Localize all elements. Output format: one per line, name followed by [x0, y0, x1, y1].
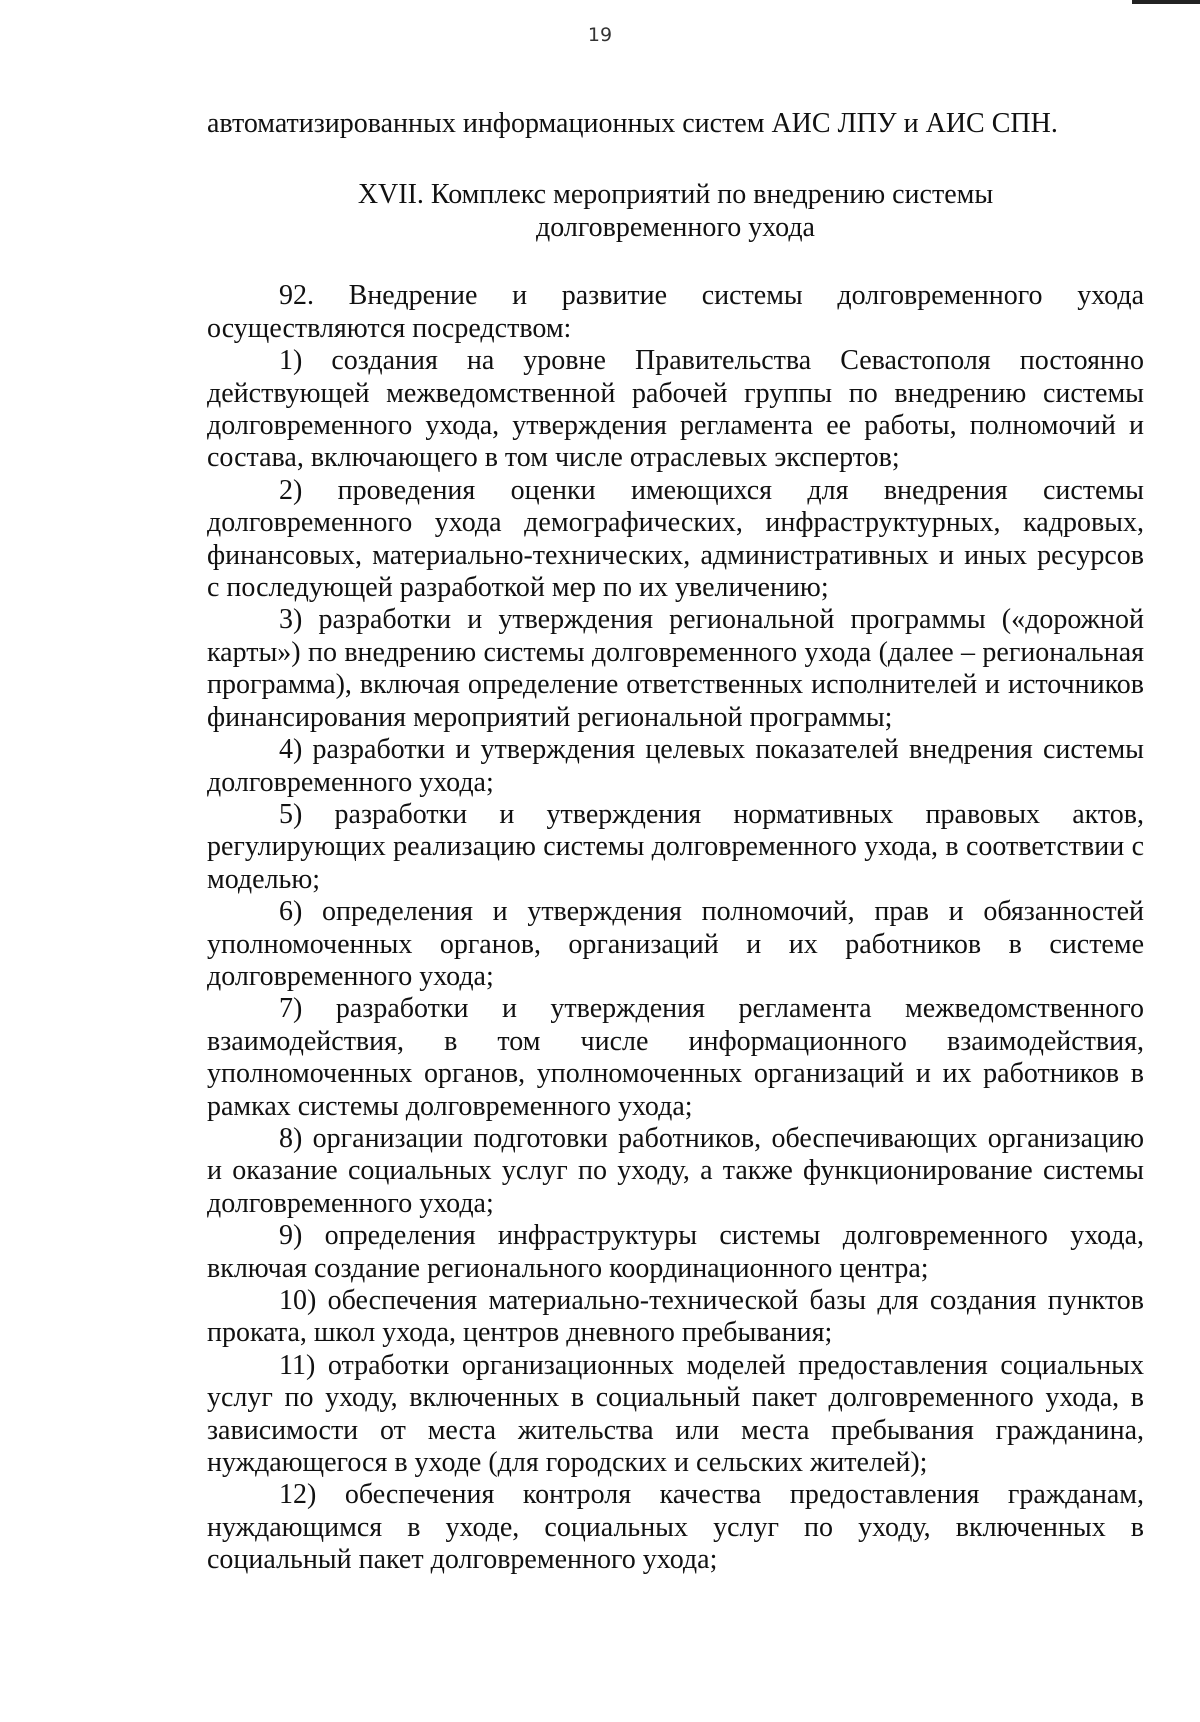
continuation-text: автоматизированных информационных систем АИС ЛПУ и АИС СПН.: [207, 108, 1058, 139]
list-item-6: 6) определения и утверждения полномочий, прав и обязанностей уполномоченных органов, организаций и их работников в системе долговременного ухода;: [207, 896, 1144, 992]
list-item-12: 12) обеспечения контроля качества предоставления гражданам, нуждающимся в уходе, социальных услуг по уходу, включенных в социальный пакет долговременного ухода;: [207, 1479, 1144, 1576]
document-body: [207, 108, 1144, 1577]
section-title-line-1: XVII. Комплекс мероприятий по внедрению системы: [357, 179, 994, 211]
list-item-11: 11) отработки организационных моделей предоставления социальных услуг по уходу, включенных в социальный пакет долговременного ухода, в зависимости от места жительства или места пребывания гражданина, нуждающегося в уходе (для городских и сельских жителей);: [207, 1349, 1144, 1479]
list-item-1: 1) создания на уровне Правительства Севастополя постоянно действующей межведомственной рабочей группы по внедрению системы долговременного ухода, утверждения регламента ее работы, полномочий и состава, включающего в том числе отраслевых экспертов;: [207, 345, 1144, 474]
section-heading: [207, 178, 1144, 244]
section-title-line-2: долговременного ухода: [536, 212, 815, 244]
list-item-8: 8) организации подготовки работников, обеспечивающих организацию и оказание социальных услуг по уходу, а также функционирование системы долговременного ухода;: [207, 1122, 1144, 1219]
paragraph-92: 92. Внедрение и развитие системы долговременного ухода осуществляются посредством:: [207, 280, 1144, 344]
list-item-7: 7) разработки и утверждения регламента межведомственного взаимодействия, в том числе информационного взаимодействия, уполномоченных органов, уполномоченных организаций и их работников в рамках системы долговременного ухода;: [207, 993, 1144, 1122]
list-item-3: 3) разработки и утверждения региональной программы («дорожной карты») по внедрению системы долговременного ухода (далее – региональная программа), включая определение ответственных исполнителей и источников финансирования мероприятий региональной программы;: [207, 604, 1144, 733]
list-item-5: 5) разработки и утверждения нормативных правовых актов, регулирующих реализацию системы долговременного ухода, в соответствии с моделью;: [207, 798, 1144, 895]
scan-edge-mark: [1132, 0, 1200, 4]
list-item-10: 10) обеспечения материально-технической базы для создания пунктов проката, школ ухода, центров дневного пребывания;: [207, 1285, 1144, 1349]
page-number: 19: [587, 24, 613, 46]
list-item-4: 4) разработки и утверждения целевых показателей внедрения системы долговременного ухода;: [207, 734, 1144, 798]
list-item-2: 2) проведения оценки имеющихся для внедрения системы долговременного ухода демографических, инфраструктурных, кадровых, финансовых, материально-технических, административных и иных ресурсов с последующей разработкой мер по их увеличению;: [207, 474, 1144, 604]
list-item-9: 9) определения инфраструктуры системы долговременного ухода, включая создание регионального координационного центра;: [207, 1220, 1144, 1284]
